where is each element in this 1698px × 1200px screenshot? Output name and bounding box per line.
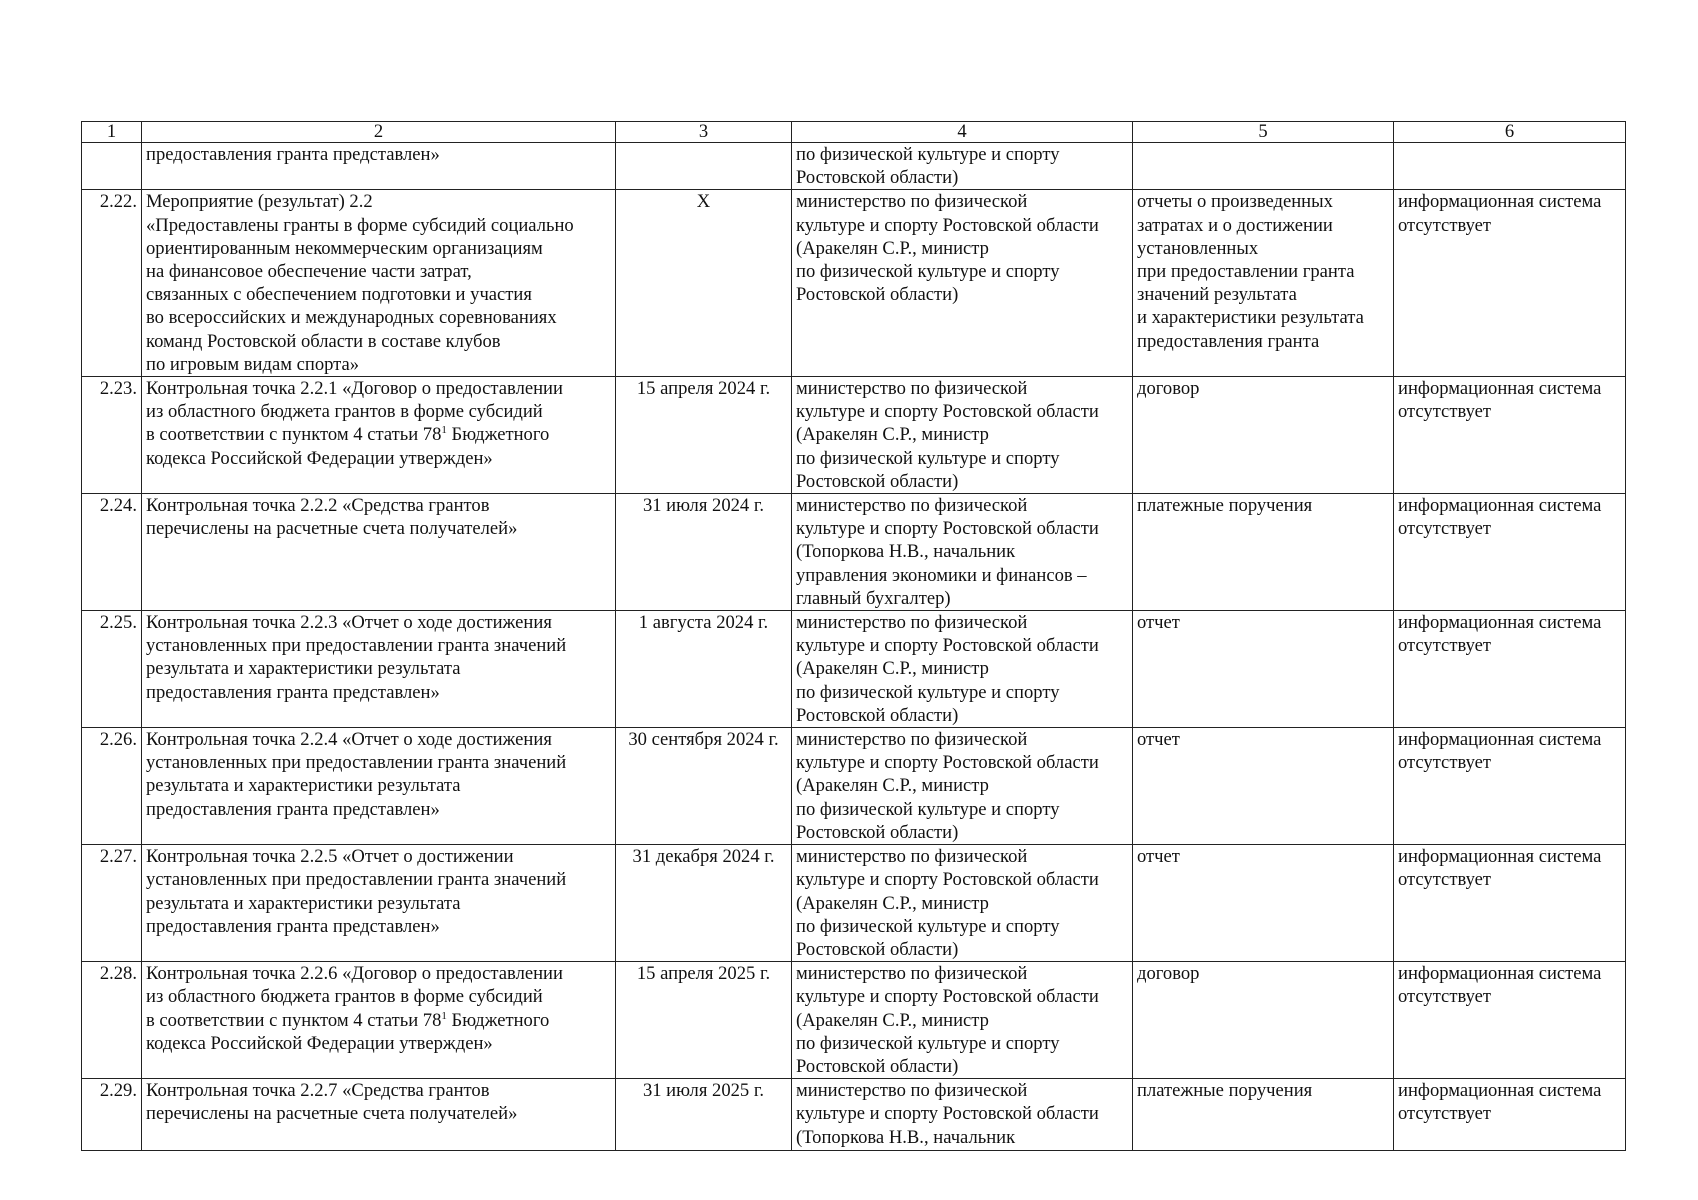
item-system: информационная система отсутствует bbox=[1394, 494, 1626, 611]
column-number: 2 bbox=[142, 122, 616, 143]
item-responsible: министерство по физической культуре и спорту Ростовской области (Аракелян С.Р., министр по физической культуре и спорту Ростовской области) bbox=[792, 377, 1133, 494]
column-number: 3 bbox=[616, 122, 792, 143]
column-number: 5 bbox=[1133, 122, 1394, 143]
item-document: отчет bbox=[1133, 728, 1394, 845]
item-date: 15 апреля 2024 г. bbox=[616, 377, 792, 494]
row-number bbox=[82, 143, 142, 190]
item-document: отчеты о произведенных затратах и о достижении установленных при предоставлении гранта значений результата и характеристики результата предоставления гранта bbox=[1133, 190, 1394, 377]
item-date: 30 сентября 2024 г. bbox=[616, 728, 792, 845]
item-system: информационная система отсутствует bbox=[1394, 190, 1626, 377]
item-date bbox=[616, 143, 792, 190]
item-system: информационная система отсутствует bbox=[1394, 845, 1626, 962]
table-row bbox=[82, 377, 1626, 494]
row-number: 2.26. bbox=[82, 728, 142, 845]
item-document bbox=[1133, 143, 1394, 190]
item-document: платежные поручения bbox=[1133, 1079, 1394, 1151]
superscript: 1 bbox=[441, 1009, 447, 1022]
item-date: 15 апреля 2025 г. bbox=[616, 962, 792, 1079]
item-system: информационная система отсутствует bbox=[1394, 1079, 1626, 1151]
item-responsible: по физической культуре и спорту Ростовской области) bbox=[792, 143, 1133, 190]
item-responsible: министерство по физической культуре и спорту Ростовской области (Аракелян С.Р., министр по физической культуре и спорту Ростовской области) bbox=[792, 190, 1133, 377]
item-responsible: министерство по физической культуре и спорту Ростовской области (Топоркова Н.В., начальник управления экономики и финансов – главный бухгалтер) bbox=[792, 494, 1133, 611]
item-name: Контрольная точка 2.2.4 «Отчет о ходе достижения установленных при предоставлении гранта значений результата и характеристики результата предоставления гранта представлен» bbox=[142, 728, 616, 845]
item-name: Контрольная точка 2.2.6 «Договор о предоставлении из областного бюджета грантов в форме субсидий в соответствии с пунктом 4 статьи $78^1$ Бюджетного кодекса Российской Федерации утвержден» bbox=[142, 962, 616, 1079]
item-responsible: министерство по физической культуре и спорту Ростовской области (Аракелян С.Р., министр по физической культуре и спорту Ростовской области) bbox=[792, 728, 1133, 845]
item-date: 31 июля 2025 г. bbox=[616, 1079, 792, 1151]
item-document: договор bbox=[1133, 377, 1394, 494]
table-row bbox=[82, 1079, 1626, 1151]
item-name: предоставления гранта представлен» bbox=[142, 143, 616, 190]
table-row bbox=[82, 962, 1626, 1079]
item-name: Контрольная точка 2.2.1 «Договор о предоставлении из областного бюджета грантов в форме субсидий в соответствии с пунктом 4 статьи $78^1$ Бюджетного кодекса Российской Федерации утвержден» bbox=[142, 377, 616, 494]
table-row bbox=[82, 845, 1626, 962]
item-name: Контрольная точка 2.2.7 «Средства грантов перечислены на расчетные счета получателей» bbox=[142, 1079, 616, 1151]
item-responsible: министерство по физической культуре и спорту Ростовской области (Топоркова Н.В., начальник bbox=[792, 1079, 1133, 1151]
item-system bbox=[1394, 143, 1626, 190]
item-document: платежные поручения bbox=[1133, 494, 1394, 611]
item-name: Мероприятие (результат) 2.2 «Предоставлены гранты в форме субсидий социально ориентированным некоммерческим организациям на финансовое обеспечение части затрат, связанных с обеспечением подготовки и участия во всероссийских и международных соревнованиях команд Ростовской области в составе клубов по игровым видам спорта» bbox=[142, 190, 616, 377]
item-date: 31 июля 2024 г. bbox=[616, 494, 792, 611]
table-row bbox=[82, 728, 1626, 845]
item-responsible: министерство по физической культуре и спорту Ростовской области (Аракелян С.Р., министр по физической культуре и спорту Ростовской области) bbox=[792, 845, 1133, 962]
row-number: 2.24. bbox=[82, 494, 142, 611]
item-date: 31 декабря 2024 г. bbox=[616, 845, 792, 962]
row-number: 2.29. bbox=[82, 1079, 142, 1151]
item-system: информационная система отсутствует bbox=[1394, 728, 1626, 845]
item-name: Контрольная точка 2.2.2 «Средства грантов перечислены на расчетные счета получателей» bbox=[142, 494, 616, 611]
table-row bbox=[82, 611, 1626, 728]
item-system: информационная система отсутствует bbox=[1394, 962, 1626, 1079]
row-number: 2.23. bbox=[82, 377, 142, 494]
item-responsible: министерство по физической культуре и спорту Ростовской области (Аракелян С.Р., министр по физической культуре и спорту Ростовской области) bbox=[792, 962, 1133, 1079]
item-date: 1 августа 2024 г. bbox=[616, 611, 792, 728]
item-system: информационная система отсутствует bbox=[1394, 611, 1626, 728]
item-name: Контрольная точка 2.2.3 «Отчет о ходе достижения установленных при предоставлении гранта значений результата и характеристики результата предоставления гранта представлен» bbox=[142, 611, 616, 728]
column-number-row bbox=[82, 122, 1626, 143]
column-number: 6 bbox=[1394, 122, 1626, 143]
row-number: 2.27. bbox=[82, 845, 142, 962]
item-document: отчет bbox=[1133, 845, 1394, 962]
table-row bbox=[82, 190, 1626, 377]
superscript: 1 bbox=[441, 424, 447, 437]
row-number: 2.28. bbox=[82, 962, 142, 1079]
row-number: 2.25. bbox=[82, 611, 142, 728]
item-document: отчет bbox=[1133, 611, 1394, 728]
column-number: 1 bbox=[82, 122, 142, 143]
column-number: 4 bbox=[792, 122, 1133, 143]
item-date: X bbox=[616, 190, 792, 377]
item-name: Контрольная точка 2.2.5 «Отчет о достижении установленных при предоставлении гранта значений результата и характеристики результата предоставления гранта представлен» bbox=[142, 845, 616, 962]
item-document: договор bbox=[1133, 962, 1394, 1079]
item-system: информационная система отсутствует bbox=[1394, 377, 1626, 494]
item-responsible: министерство по физической культуре и спорту Ростовской области (Аракелян С.Р., министр по физической культуре и спорту Ростовской области) bbox=[792, 611, 1133, 728]
row-number: 2.22. bbox=[82, 190, 142, 377]
table-row bbox=[82, 494, 1626, 611]
table-row bbox=[82, 143, 1626, 190]
plan-table bbox=[81, 121, 1626, 1151]
